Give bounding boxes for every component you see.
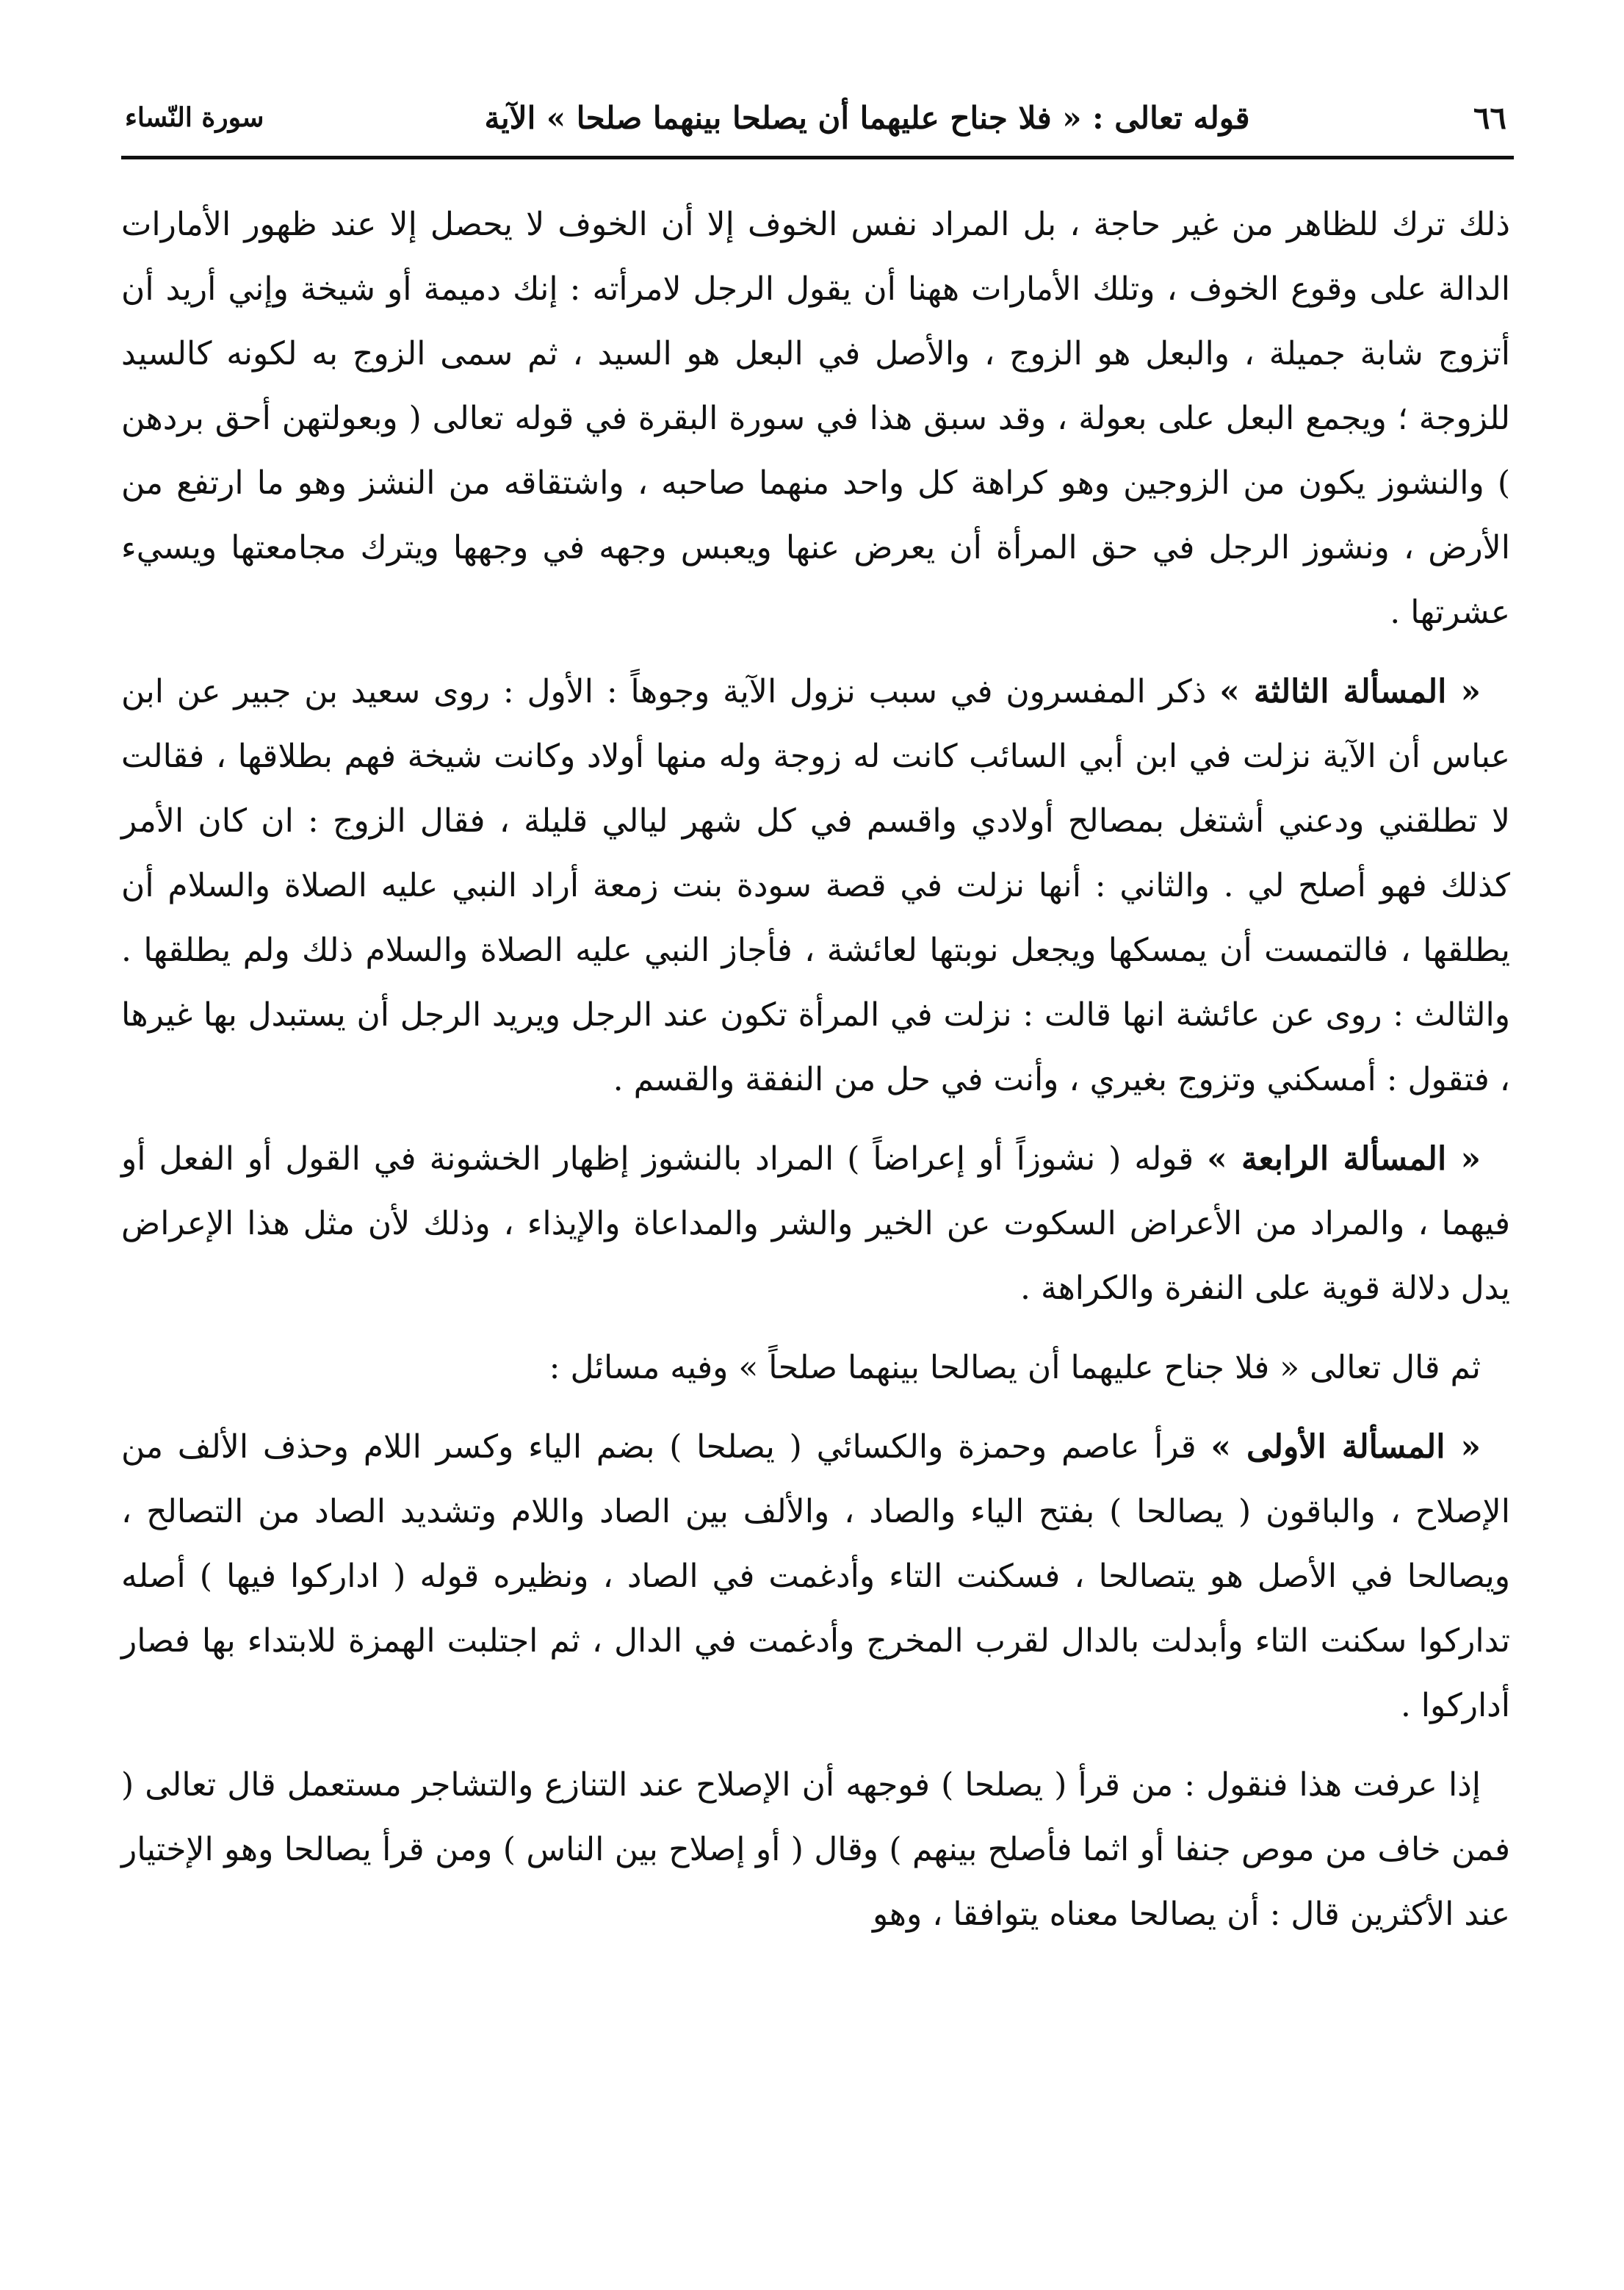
- body-text: [121, 192, 1510, 2202]
- page-number: ٦٦: [1473, 99, 1506, 136]
- paragraph-4: [121, 1336, 1510, 1400]
- section-heading-third-issue: « المسألة الثالثة »: [1219, 673, 1481, 710]
- paragraph-5-text: قرأ عاصم وحمزة والكسائي ( يصلحا ) بضم الياء وكسر اللام وحذف الألف من الإصلاح ، والباقون ( يصالحا ) بفتح الياء والصاد ، والألف بين الصاد واللام وتشديد الصاد من التصالح ، ويصالحا في الأصل هو يتصالحا ، فسكنت التاء وأدغمت في الصاد ، ونظيره قوله ( اداركوا فيها ) أصله تداركوا سكنت التاء وأبدلت بالدال لقرب المخرج وأدغمت في الدال ، ثم اجتلبت الهمزة للابتداء بها فصار أداركوا .: [121, 1428, 1510, 1724]
- running-title: قوله تعالى : « فلا جناح عليهما أن يصلحا بينهما صلحا » الآية: [484, 99, 1250, 136]
- paragraph-5: [121, 1415, 1510, 1738]
- paragraph-4-text: ثم قال تعالى « فلا جناح عليهما أن يصالحا بينهما صلحاً » وفيه مسائل :: [549, 1349, 1481, 1386]
- section-heading-fourth-issue: « المسألة الرابعة »: [1207, 1140, 1481, 1178]
- section-heading-first-issue: « المسألة الأولى »: [1210, 1428, 1481, 1466]
- header-divider: [121, 156, 1514, 159]
- paragraph-3-text: قوله ( نشوزاً أو إعراضاً ) المراد بالنشوز إظهار الخشونة في القول أو الفعل أو فيهما ، والمراد من الأعراض السكوت عن الخير والشر والمداعاة والإيذاء ، وذلك لأن مثل هذا الإعراض يدل دلالة قوية على النفرة والكراهة .: [121, 1140, 1510, 1307]
- paragraph-6: [121, 1753, 1510, 1947]
- running-header: [125, 88, 1506, 147]
- paragraph-2-text: ذكر المفسرون في سبب نزول الآية وجوهاً : الأول : روى سعيد بن جبير عن ابن عباس أن الآية نزلت في ابن أبي السائب كانت له زوجة وله منها أولاد وكانت شيخة فهم بطلاقها ، فقالت لا تطلقني ودعني أشتغل بمصالح أولادي واقسم في كل شهر ليالي قليلة ، فقال الزوج : ان كان الأمر كذلك فهو أصلح لي . والثاني : أنها نزلت في قصة سودة بنت زمعة أراد النبي عليه الصلاة والسلام أن يطلقها ، فالتمست أن يمسكها ويجعل نوبتها لعائشة ، فأجاز النبي عليه الصلاة والسلام ذلك ولم يطلقها . والثالث : روى عن عائشة انها قالت : نزلت في المرأة تكون عند الرجل ويريد الرجل أن يستبدل بها غيرها ، فتقول : أمسكني وتزوج بغيري ، وأنت في حل من النفقة والقسم .: [121, 673, 1511, 1098]
- paragraph-1: [121, 192, 1510, 645]
- paragraph-1-text: ذلك ترك للظاهر من غير حاجة ، بل المراد نفس الخوف إلا أن الخوف لا يحصل إلا عند ظهور الأمارات الدالة على وقوع الخوف ، وتلك الأمارات ههنا أن يقول الرجل لامرأته : إنك دميمة أو شيخة وإني أريد أن أتزوج شابة جميلة ، والبعل هو الزوج ، والأصل في البعل هو السيد ، ثم سمى الزوج به لكونه كالسيد للزوجة ؛ ويجمع البعل على بعولة ، وقد سبق هذا في سورة البقرة في قوله تعالى ( وبعولتهن أحق بردهن ) والنشوز يكون من الزوجين وهو كراهة كل واحد منهما صاحبه ، واشتقاقه من النشز وهو ما ارتفع من الأرض ، ونشوز الرجل في حق المرأة أن يعرض عنها ويعبس وجهه في وجهها ويترك مجامعتها ويسيء عشرتها .: [121, 206, 1510, 631]
- surah-name: سورة النّساء: [125, 102, 264, 133]
- paragraph-6-text: إذا عرفت هذا فنقول : من قرأ ( يصلحا ) فوجهه أن الإصلاح عند التنازع والتشاجر مستعمل قال تعالى ( فمن خاف من موص جنفا أو اثما فأصلح بينهم ) وقال ( أو إصلاح بين الناس ) ومن قرأ يصالحا وهو الإختيار عند الأكثرين قال : أن يصالحا معناه يتوافقا ، وهو: [121, 1766, 1511, 1933]
- paragraph-3: [121, 1127, 1510, 1321]
- paragraph-2: [121, 660, 1510, 1112]
